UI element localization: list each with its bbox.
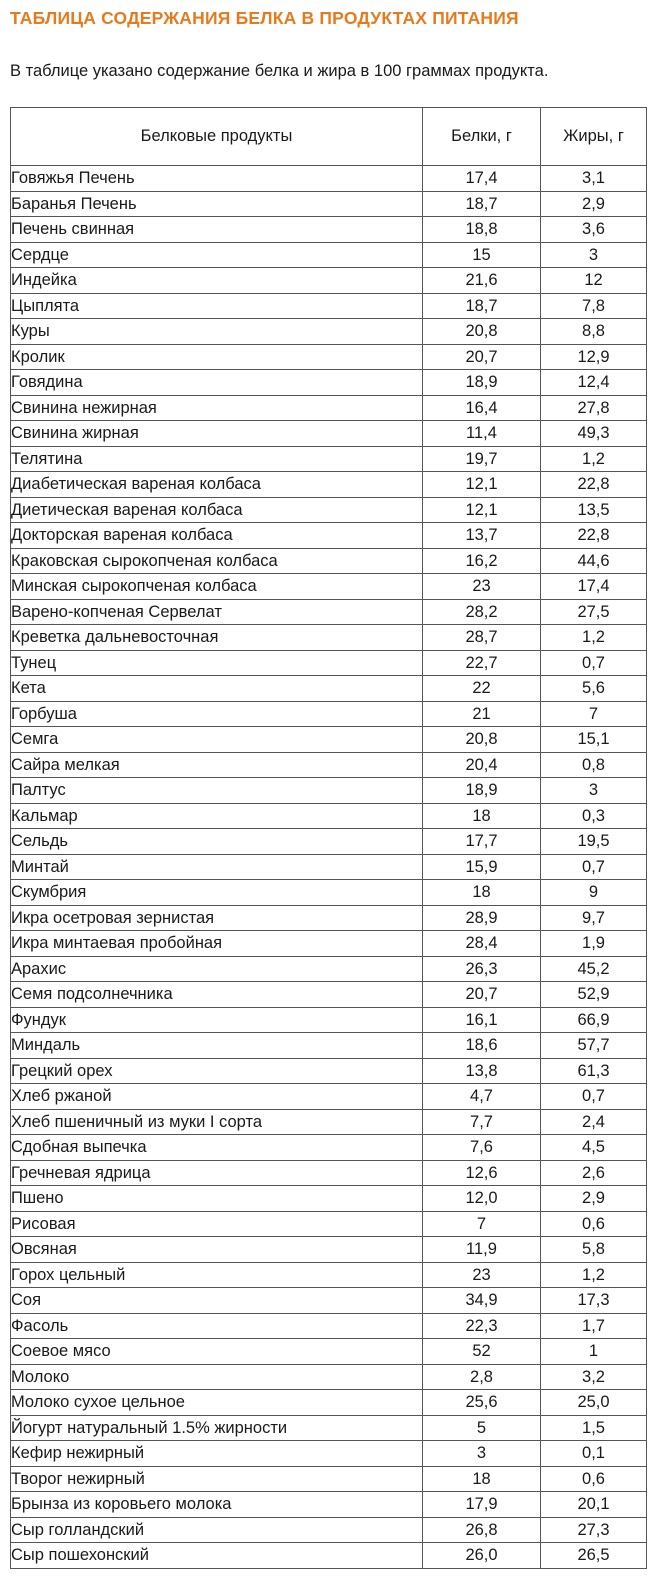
- fat-cell: 12: [541, 268, 647, 294]
- protein-cell: 7,7: [423, 1109, 541, 1135]
- protein-cell: 28,4: [423, 931, 541, 957]
- table-row: [11, 268, 647, 294]
- protein-cell: 18: [423, 803, 541, 829]
- table-row: [11, 344, 647, 370]
- fat-cell: 13,5: [541, 497, 647, 523]
- protein-cell: 18,9: [423, 370, 541, 396]
- product-name-cell: Кролик: [11, 344, 423, 370]
- fat-cell: 0,6: [541, 1466, 647, 1492]
- fat-cell: 25,0: [541, 1390, 647, 1416]
- protein-cell: 26,8: [423, 1517, 541, 1543]
- table-row: [11, 1390, 647, 1416]
- table-row: [11, 880, 647, 906]
- table-row: [11, 548, 647, 574]
- protein-cell: 2,8: [423, 1364, 541, 1390]
- fat-cell: 44,6: [541, 548, 647, 574]
- protein-cell: 26,0: [423, 1543, 541, 1569]
- fat-cell: 57,7: [541, 1033, 647, 1059]
- fat-cell: 9,7: [541, 905, 647, 931]
- table-row: [11, 1466, 647, 1492]
- table-row: [11, 1211, 647, 1237]
- product-name-cell: Арахис: [11, 956, 423, 982]
- fat-cell: 61,3: [541, 1058, 647, 1084]
- protein-cell: 17,9: [423, 1492, 541, 1518]
- table-row: [11, 1109, 647, 1135]
- protein-cell: 20,4: [423, 752, 541, 778]
- table-row: [11, 1288, 647, 1314]
- table-row: [11, 854, 647, 880]
- fat-cell: 1,5: [541, 1415, 647, 1441]
- protein-cell: 18: [423, 880, 541, 906]
- table-row: [11, 599, 647, 625]
- fat-cell: 7: [541, 701, 647, 727]
- protein-cell: 18: [423, 1466, 541, 1492]
- product-name-cell: Свинина жирная: [11, 421, 423, 447]
- fat-cell: 20,1: [541, 1492, 647, 1518]
- table-row: [11, 931, 647, 957]
- fat-cell: 0,7: [541, 1084, 647, 1110]
- fat-cell: 49,3: [541, 421, 647, 447]
- protein-cell: 22,3: [423, 1313, 541, 1339]
- table-row: [11, 803, 647, 829]
- protein-cell: 4,7: [423, 1084, 541, 1110]
- protein-cell: 17,7: [423, 829, 541, 855]
- protein-cell: 22: [423, 676, 541, 702]
- product-name-cell: Семя подсолнечника: [11, 982, 423, 1008]
- protein-cell: 11,9: [423, 1237, 541, 1263]
- product-name-cell: Горбуша: [11, 701, 423, 727]
- fat-cell: 5,6: [541, 676, 647, 702]
- protein-cell: 18,9: [423, 778, 541, 804]
- table-row: [11, 395, 647, 421]
- protein-cell: 18,6: [423, 1033, 541, 1059]
- protein-cell: 18,8: [423, 217, 541, 243]
- product-name-cell: Диетическая вареная колбаса: [11, 497, 423, 523]
- page-title: ТАБЛИЦА СОДЕРЖАНИЯ БЕЛКА В ПРОДУКТАХ ПИТАНИЯ: [10, 8, 519, 28]
- product-name-cell: Икра осетровая зернистая: [11, 905, 423, 931]
- protein-cell: 12,0: [423, 1186, 541, 1212]
- table-row: [11, 370, 647, 396]
- fat-cell: 1: [541, 1339, 647, 1365]
- table-row: [11, 421, 647, 447]
- protein-cell: 34,9: [423, 1288, 541, 1314]
- product-name-cell: Диабетическая вареная колбаса: [11, 472, 423, 498]
- protein-cell: 21,6: [423, 268, 541, 294]
- product-name-cell: Йогурт натуральный 1.5% жирности: [11, 1415, 423, 1441]
- fat-cell: 2,9: [541, 191, 647, 217]
- fat-cell: 0,3: [541, 803, 647, 829]
- product-name-cell: Докторская вареная колбаса: [11, 523, 423, 549]
- table-row: [11, 523, 647, 549]
- fat-cell: 1,7: [541, 1313, 647, 1339]
- product-name-cell: Цыплята: [11, 293, 423, 319]
- table-row: [11, 1339, 647, 1365]
- product-name-cell: Сыр пошехонский: [11, 1543, 423, 1569]
- protein-cell: 20,8: [423, 727, 541, 753]
- product-name-cell: Сельдь: [11, 829, 423, 855]
- protein-cell: 12,6: [423, 1160, 541, 1186]
- table-row: [11, 1415, 647, 1441]
- table-row: [11, 1058, 647, 1084]
- product-name-cell: Горох цельный: [11, 1262, 423, 1288]
- product-name-cell: Телятина: [11, 446, 423, 472]
- product-name-cell: Кефир нежирный: [11, 1441, 423, 1467]
- protein-cell: 5: [423, 1415, 541, 1441]
- table-row: [11, 1160, 647, 1186]
- fat-cell: 52,9: [541, 982, 647, 1008]
- fat-cell: 5,8: [541, 1237, 647, 1263]
- protein-cell: 20,7: [423, 982, 541, 1008]
- table-row: [11, 956, 647, 982]
- table-row: [11, 293, 647, 319]
- product-name-cell: Говядина: [11, 370, 423, 396]
- protein-cell: 23: [423, 1262, 541, 1288]
- product-name-cell: Печень свинная: [11, 217, 423, 243]
- table-row: [11, 650, 647, 676]
- product-name-cell: Творог нежирный: [11, 1466, 423, 1492]
- fat-cell: 27,8: [541, 395, 647, 421]
- product-name-cell: Икра минтаевая пробойная: [11, 931, 423, 957]
- protein-cell: 16,2: [423, 548, 541, 574]
- fat-cell: 27,5: [541, 599, 647, 625]
- product-name-cell: Пшено: [11, 1186, 423, 1212]
- product-name-cell: Минтай: [11, 854, 423, 880]
- protein-cell: 21: [423, 701, 541, 727]
- fat-cell: 1,2: [541, 446, 647, 472]
- fat-cell: 3,1: [541, 166, 647, 192]
- product-name-cell: Соя: [11, 1288, 423, 1314]
- fat-cell: 45,2: [541, 956, 647, 982]
- protein-cell: 7,6: [423, 1135, 541, 1161]
- product-name-cell: Миндаль: [11, 1033, 423, 1059]
- fat-cell: 2,4: [541, 1109, 647, 1135]
- product-name-cell: Говяжья Печень: [11, 166, 423, 192]
- table-row: [11, 727, 647, 753]
- fat-cell: 8,8: [541, 319, 647, 345]
- header-product: Белковые продукты: [11, 108, 423, 166]
- protein-cell: 20,7: [423, 344, 541, 370]
- product-name-cell: Палтус: [11, 778, 423, 804]
- fat-cell: 1,9: [541, 931, 647, 957]
- fat-cell: 1,2: [541, 625, 647, 651]
- fat-cell: 19,5: [541, 829, 647, 855]
- product-name-cell: Соевое мясо: [11, 1339, 423, 1365]
- fat-cell: 0,1: [541, 1441, 647, 1467]
- table-row: [11, 1135, 647, 1161]
- table-row: [11, 1186, 647, 1212]
- protein-cell: 23: [423, 574, 541, 600]
- table-body: [11, 166, 647, 1569]
- fat-cell: 0,7: [541, 854, 647, 880]
- fat-cell: 0,6: [541, 1211, 647, 1237]
- intro-text: В таблице указано содержание белка и жира в 100 граммах продукта.: [10, 62, 549, 80]
- fat-cell: 1,2: [541, 1262, 647, 1288]
- protein-cell: 28,9: [423, 905, 541, 931]
- protein-cell: 20,8: [423, 319, 541, 345]
- protein-cell: 12,1: [423, 497, 541, 523]
- fat-cell: 7,8: [541, 293, 647, 319]
- product-name-cell: Фасоль: [11, 1313, 423, 1339]
- product-name-cell: Свинина нежирная: [11, 395, 423, 421]
- fat-cell: 17,4: [541, 574, 647, 600]
- protein-cell: 3: [423, 1441, 541, 1467]
- fat-cell: 3: [541, 242, 647, 268]
- header-protein: Белки, г: [423, 108, 541, 166]
- table-header-row: [11, 108, 647, 166]
- fat-cell: 26,5: [541, 1543, 647, 1569]
- product-name-cell: Кальмар: [11, 803, 423, 829]
- table-row: [11, 1364, 647, 1390]
- fat-cell: 4,5: [541, 1135, 647, 1161]
- product-name-cell: Хлеб пшеничный из муки I сорта: [11, 1109, 423, 1135]
- table-row: [11, 1543, 647, 1569]
- product-name-cell: Овсяная: [11, 1237, 423, 1263]
- table-row: [11, 676, 647, 702]
- fat-cell: 3: [541, 778, 647, 804]
- fat-cell: 3,6: [541, 217, 647, 243]
- table-row: [11, 625, 647, 651]
- table-row: [11, 574, 647, 600]
- protein-cell: 22,7: [423, 650, 541, 676]
- protein-cell: 26,3: [423, 956, 541, 982]
- product-name-cell: Молоко: [11, 1364, 423, 1390]
- protein-cell: 7: [423, 1211, 541, 1237]
- table-row: [11, 446, 647, 472]
- table-row: [11, 1237, 647, 1263]
- protein-cell: 52: [423, 1339, 541, 1365]
- protein-cell: 25,6: [423, 1390, 541, 1416]
- header-fat: Жиры, г: [541, 108, 647, 166]
- protein-cell: 16,1: [423, 1007, 541, 1033]
- table-row: [11, 1033, 647, 1059]
- product-name-cell: Минская сырокопченая колбаса: [11, 574, 423, 600]
- table-row: [11, 319, 647, 345]
- protein-table: [10, 107, 647, 1569]
- fat-cell: 22,8: [541, 472, 647, 498]
- table-row: [11, 905, 647, 931]
- fat-cell: 9: [541, 880, 647, 906]
- table-row: [11, 217, 647, 243]
- protein-cell: 15,9: [423, 854, 541, 880]
- fat-cell: 2,6: [541, 1160, 647, 1186]
- table-row: [11, 778, 647, 804]
- fat-cell: 12,4: [541, 370, 647, 396]
- product-name-cell: Индейка: [11, 268, 423, 294]
- table-row: [11, 1517, 647, 1543]
- table-row: [11, 1441, 647, 1467]
- product-name-cell: Брынза из коровьего молока: [11, 1492, 423, 1518]
- fat-cell: 66,9: [541, 1007, 647, 1033]
- table-row: [11, 1262, 647, 1288]
- fat-cell: 15,1: [541, 727, 647, 753]
- product-name-cell: Молоко сухое цельное: [11, 1390, 423, 1416]
- product-name-cell: Баранья Печень: [11, 191, 423, 217]
- protein-cell: 18,7: [423, 191, 541, 217]
- table-row: [11, 242, 647, 268]
- protein-cell: 28,2: [423, 599, 541, 625]
- table-row: [11, 701, 647, 727]
- fat-cell: 17,3: [541, 1288, 647, 1314]
- table-row: [11, 1007, 647, 1033]
- product-name-cell: Сдобная выпечка: [11, 1135, 423, 1161]
- table-row: [11, 166, 647, 192]
- protein-cell: 11,4: [423, 421, 541, 447]
- product-name-cell: Креветка дальневосточная: [11, 625, 423, 651]
- fat-cell: 2,9: [541, 1186, 647, 1212]
- protein-cell: 28,7: [423, 625, 541, 651]
- protein-cell: 13,7: [423, 523, 541, 549]
- product-name-cell: Сайра мелкая: [11, 752, 423, 778]
- protein-cell: 15: [423, 242, 541, 268]
- product-name-cell: Кета: [11, 676, 423, 702]
- product-name-cell: Куры: [11, 319, 423, 345]
- protein-cell: 16,4: [423, 395, 541, 421]
- protein-cell: 12,1: [423, 472, 541, 498]
- fat-cell: 3,2: [541, 1364, 647, 1390]
- product-name-cell: Гречневая ядрица: [11, 1160, 423, 1186]
- table-row: [11, 1313, 647, 1339]
- table-row: [11, 497, 647, 523]
- product-name-cell: Семга: [11, 727, 423, 753]
- product-name-cell: Скумбрия: [11, 880, 423, 906]
- product-name-cell: Тунец: [11, 650, 423, 676]
- table-row: [11, 1492, 647, 1518]
- table-row: [11, 1084, 647, 1110]
- product-name-cell: Сыр голландский: [11, 1517, 423, 1543]
- protein-cell: 13,8: [423, 1058, 541, 1084]
- table-row: [11, 752, 647, 778]
- protein-cell: 19,7: [423, 446, 541, 472]
- product-name-cell: Сердце: [11, 242, 423, 268]
- product-name-cell: Краковская сырокопченая колбаса: [11, 548, 423, 574]
- fat-cell: 0,8: [541, 752, 647, 778]
- table-row: [11, 829, 647, 855]
- product-name-cell: Фундук: [11, 1007, 423, 1033]
- fat-cell: 12,9: [541, 344, 647, 370]
- table-row: [11, 191, 647, 217]
- fat-cell: 0,7: [541, 650, 647, 676]
- product-name-cell: Варено-копченая Сервелат: [11, 599, 423, 625]
- protein-cell: 17,4: [423, 166, 541, 192]
- fat-cell: 22,8: [541, 523, 647, 549]
- table-row: [11, 472, 647, 498]
- product-name-cell: Грецкий орех: [11, 1058, 423, 1084]
- fat-cell: 27,3: [541, 1517, 647, 1543]
- protein-cell: 18,7: [423, 293, 541, 319]
- product-name-cell: Рисовая: [11, 1211, 423, 1237]
- table-row: [11, 982, 647, 1008]
- product-name-cell: Хлеб ржаной: [11, 1084, 423, 1110]
